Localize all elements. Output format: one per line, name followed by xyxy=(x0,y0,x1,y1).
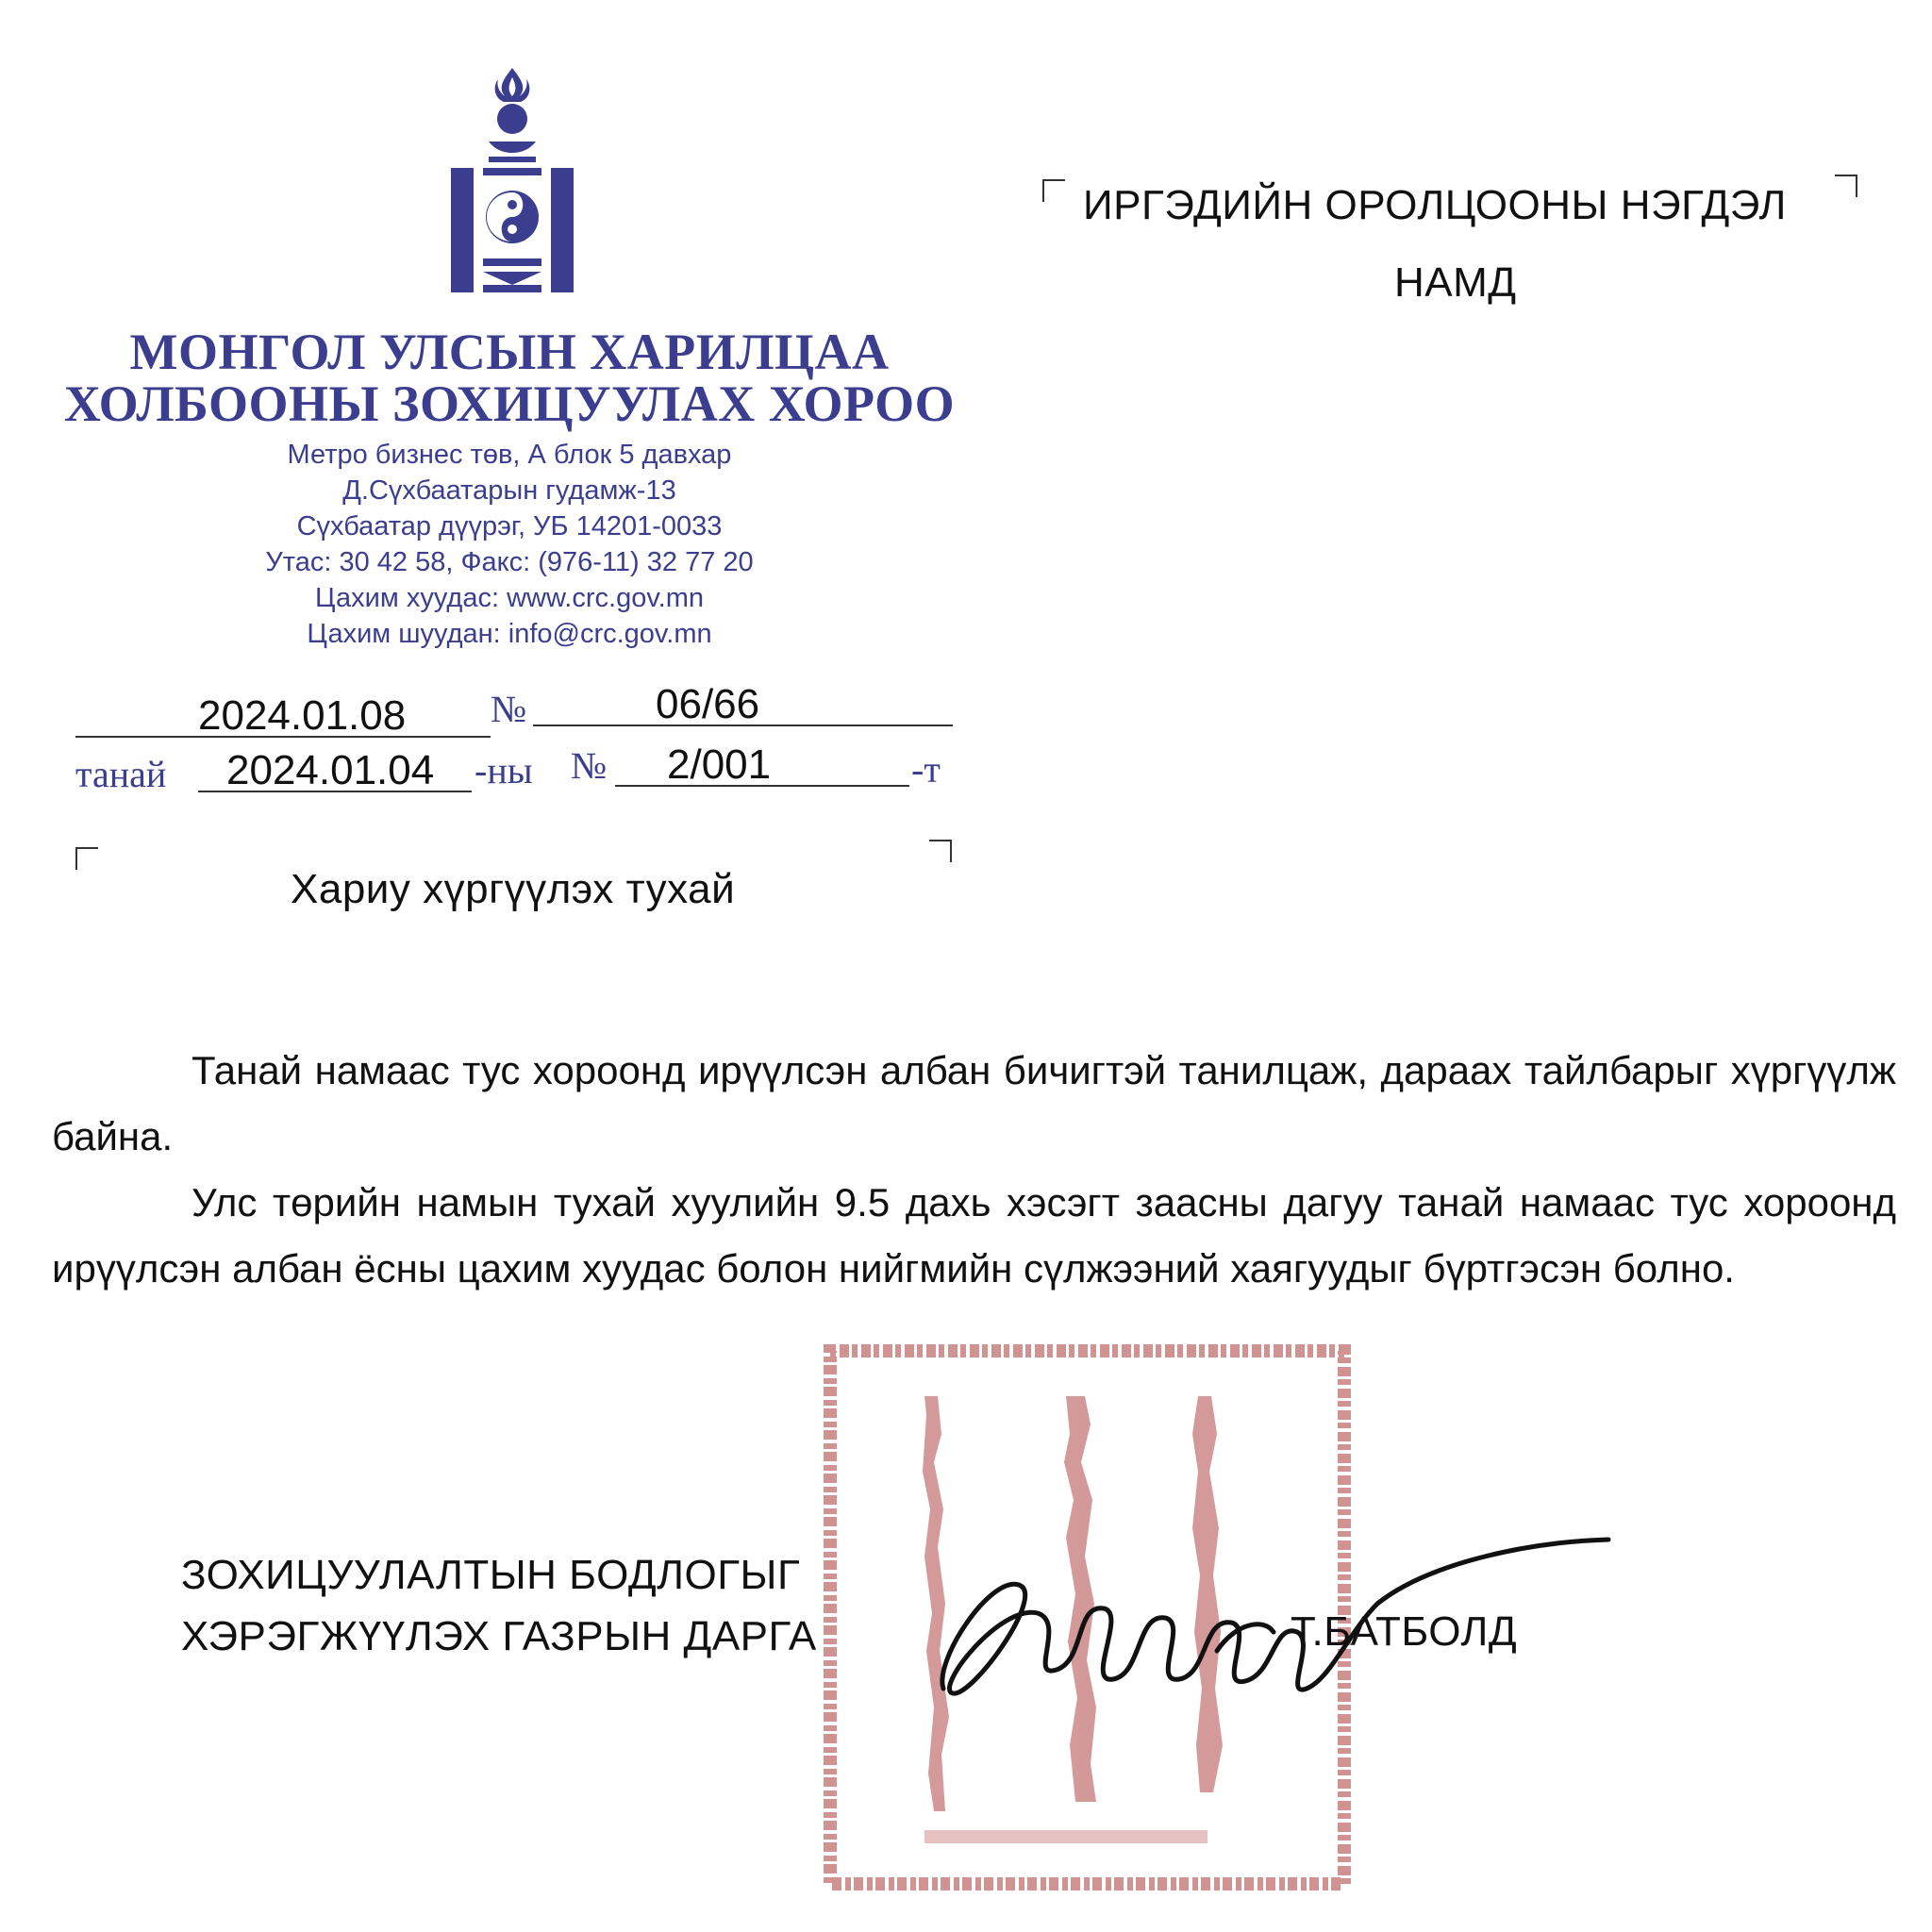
org-name-line1: МОНГОЛ УЛСЫН ХАРИЛЦАА xyxy=(129,324,890,380)
yours-label: танай xyxy=(75,753,167,795)
soyombo-emblem-icon xyxy=(451,66,574,302)
subject-corner-left xyxy=(75,847,98,870)
number-sign: № xyxy=(491,688,527,730)
yours-number-suffix: -т xyxy=(911,748,941,791)
address-line: Утас: 30 42 58, Факс: (976-11) 32 77 20 xyxy=(265,547,754,577)
address-line: Сүхбаатар дүүрэг, УБ 14201-0033 xyxy=(296,511,723,541)
body-paragraph-1: Танай намаас тус хороонд ирүүлсэн албан бичигтэй танилцаж, дараах тайлбарыг хүргүүлж байна. xyxy=(52,1048,1896,1158)
yours-date: 2024.01.04 xyxy=(226,747,435,793)
address-line: Метро бизнес төв, А блок 5 давхар xyxy=(287,440,732,470)
body-paragraph-2: Улс төрийн намын тухай хуулийн 9.5 дахь хэсэгт заасны дагуу танай намаас тус хороонд ирүүлсэн албан ёсны цахим хуудас болон нийгмийн сүлжээний хаягуудыг бүртгэсэн болно. xyxy=(52,1180,1896,1291)
yours-number: 2/001 xyxy=(667,741,772,788)
recipient-line2: НАМД xyxy=(1394,259,1517,306)
yours-number-sign: № xyxy=(571,744,608,787)
signatory-title-line1: ЗОХИЦУУЛАЛТЫН БОДЛОГЫГ xyxy=(181,1552,801,1598)
subject-corner-right xyxy=(929,840,952,862)
handwritten-signature-icon xyxy=(934,1528,1613,1717)
address-line: Цахим шуудан: info@crc.gov.mn xyxy=(307,619,712,649)
letter-number: 06/66 xyxy=(656,681,760,727)
recipient-corner-left xyxy=(1042,179,1065,202)
recipient-corner-right xyxy=(1835,175,1857,197)
subject: Хариу хүргүүлэх тухай xyxy=(291,866,736,912)
signatory-title-line2: ХЭРЭГЖҮҮЛЭХ ГАЗРЫН ДАРГА xyxy=(181,1613,817,1659)
address-line: Цахим хуудас: www.crc.gov.mn xyxy=(314,583,705,613)
yours-date-suffix: -ны xyxy=(475,749,533,791)
org-name-line2: ХОЛБООНЫ ЗОХИЦУУЛАХ ХОРОО xyxy=(63,375,956,432)
letter-date: 2024.01.08 xyxy=(198,692,407,739)
recipient-line1: ИРГЭДИЙН ОРОЛЦООНЫ НЭГДЭЛ xyxy=(1083,182,1787,228)
signatory-name: Т.БАТБОЛД xyxy=(1291,1608,1518,1655)
address-line: Д.Сүхбаатарын гудамж-13 xyxy=(342,475,676,506)
